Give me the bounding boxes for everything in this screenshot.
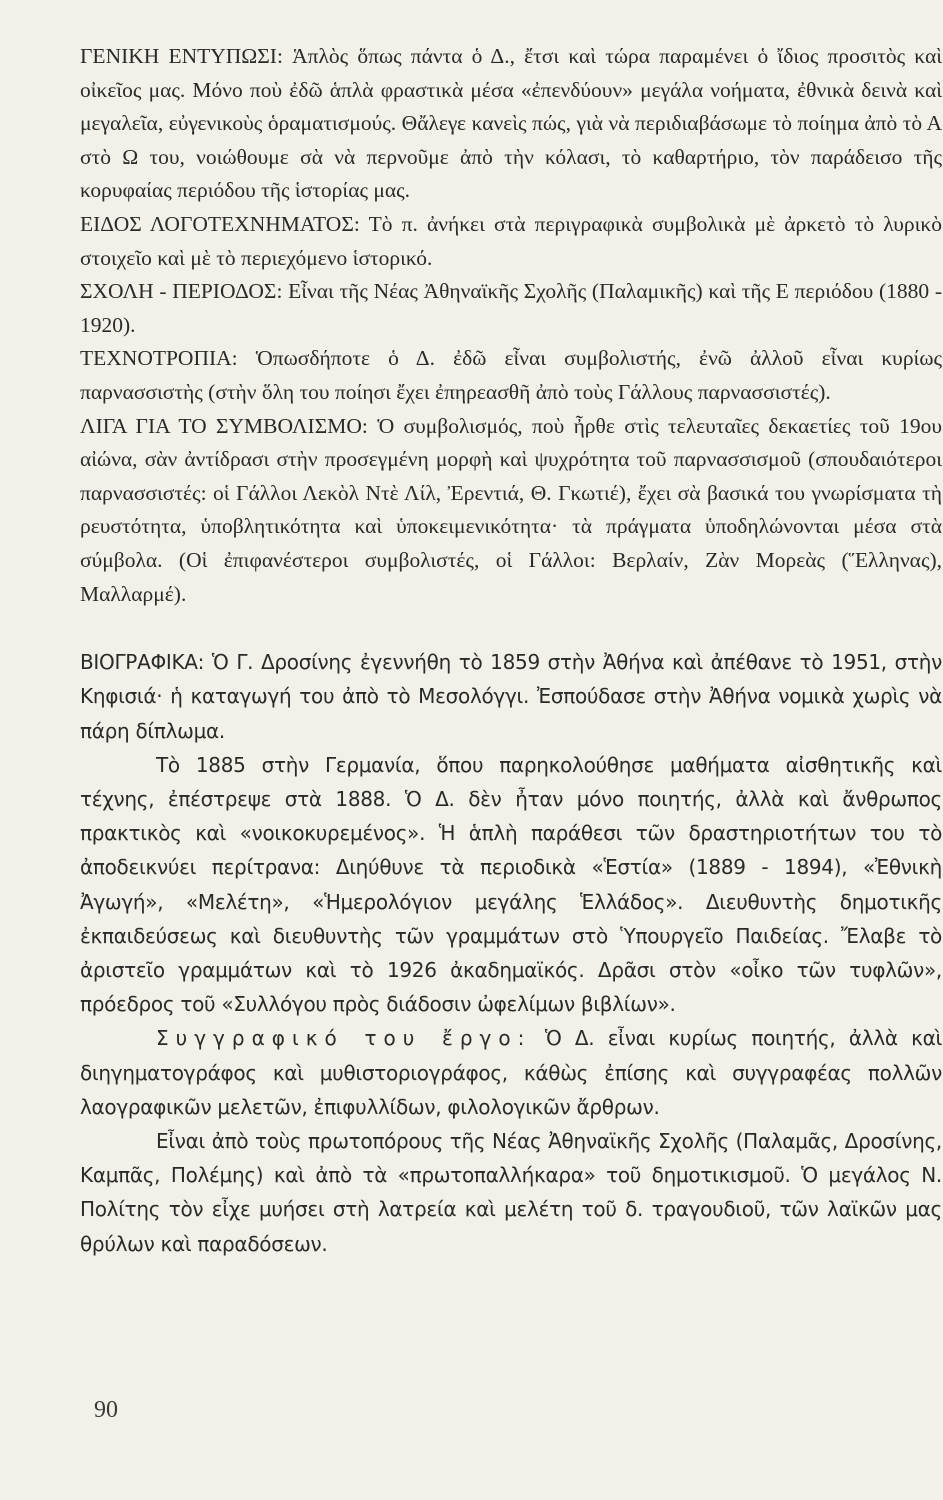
heading-symbolism: ΛΙΓΑ ΓΙΑ ΤΟ ΣΥΜΒΟΛΙΣΜΟ: — [80, 413, 368, 438]
heading-school-period: ΣΧΟΛΗ - ΠΕΡΙΟΔΟΣ: — [80, 279, 283, 304]
paragraph-technique — [80, 342, 942, 409]
heading-works: Συγγραφικό του ἔργο: — [156, 1026, 532, 1051]
analysis-section — [80, 40, 942, 611]
paragraph-biography-intro — [80, 645, 942, 748]
text-symbolism: Ὁ συμβολισμός, ποὺ ἦρθε στὶς τελευταῖες δεκαετίες τοῦ 19ου αἰώνα, σὰν ἀντίδρασι στὴν προσεγμένη μορφὴ καὶ ψυχρότητα τοῦ παρνασσισμοῦ (σπουδαιότεροι παρνασσιστές: οἱ Γάλλοι Λεκὸλ Ντὲ Λίλ, Ἐρεντιά, Θ. Γκωτιέ), ἔχει σὰ βασικά του γνωρίσματα τὴ ρευστότητα, ὑποβλητικότητα καὶ ὑποκειμενικότητα· τὰ πράγματα ὑποδηλώνονται μέσα στὰ σύμβολα. (Οἱ ἐπιφανέστεροι συμβολιστές, οἱ Γάλλοι: Βερλαίν, Ζὰν Μορεὰς (Ἕλληνας), Μαλλαρμέ). — [80, 413, 942, 606]
paragraph-general-impression — [80, 40, 942, 208]
heading-technique: ΤΕΧΝΟΤΡΟΠΙΑ: — [80, 346, 238, 371]
paragraph-works — [80, 1021, 942, 1124]
paragraph-biography-career: Τὸ 1885 στὴν Γερμανία, ὅπου παρηκολούθησε μαθήματα αἰσθητικῆς καὶ τέχνης, ἐπέστρεψε στὰ 1888. Ὁ Δ. δὲν ἦταν μόνο ποιητής, ἀλλὰ καὶ ἄνθρωπος πρακτικὸς καὶ «νοικοκυρεμένος». Ἡ ἁπλὴ παράθεσι τῶν δραστηριοτήτων του τὸ ἀποδεικνύει περίτρανα: Διηύθυνε τὰ περιοδικὰ «Ἑστία» (1889 - 1894), «Ἐθνικὴ Ἀγωγή», «Μελέτη», «Ἡμερολόγιον μεγάλης Ἑλλάδος». Διευθυντὴς δημοτικῆς ἐκπαιδεύσεως καὶ διευθυντὴς τῶν γραμμάτων στὸ Ὑπουργεῖο Παιδείας. Ἔλαβε τὸ ἀριστεῖο γραμμάτων καὶ τὸ 1926 ἀκαδημαϊκός. Δρᾶσι στὸν «οἶκο τῶν τυφλῶν», πρόεδρος τοῦ «Συλλόγου πρὸς διάδοσιν ὠφελίμων βιβλίων». — [80, 752, 942, 1017]
heading-general-impression: ΓΕΝΙΚΗ ΕΝΤΥΠΩΣΙ: — [80, 44, 283, 68]
paragraph-school-pioneer: Εἶναι ἀπὸ τοὺς πρωτοπόρους τῆς Νέας Ἀθηναϊκῆς Σχολῆς (Παλαμᾶς, Δροσίνης, Καμπᾶς, Πολέμης) καὶ ἀπὸ τὰ «πρωτοπαλλήκαρα» τοῦ δημοτικισμοῦ. Ὁ μεγάλος Ν. Πολίτης τὸν εἶχε μυήσει στὴ λατρεία καὶ μελέτη τοῦ δ. τραγουδιοῦ, τῶν λαϊκῶν μας θρύλων καὶ παραδόσεων. — [80, 1128, 942, 1256]
paragraph-symbolism — [80, 410, 942, 612]
page-number: 90 — [94, 1397, 118, 1423]
paragraph-genre — [80, 208, 942, 275]
text-technique: Ὁπωσδήποτε ὁ Δ. ἐδῶ εἶναι συμβολιστής, ἐνῶ ἀλλοῦ εἶναι κυρίως παρνασσιστὴς (στὴν ὅλη του ποίησι ἔχει ἐπηρεασθῆ ἀπὸ τοὺς Γάλλους παρνασσιστές). — [80, 346, 942, 404]
text-general-impression: Ἁπλὸς ὅπως πάντα ὁ Δ., ἔτσι καὶ τώρα παραμένει ὁ ἴδιος προσιτὸς καὶ οἰκεῖος μας. Μόνο ποὺ ἐδῶ ἁπλὰ φραστικὰ μέσα «ἐπενδύουν» μεγάλα νοήματα, ἐθνικὰ δεινὰ καὶ μεγαλεῖα, εὐγενικοὺς ὁραματισμούς. Θἄλεγε κανεὶς πώς, γιὰ νὰ περιδιαβάσωμε τὸ ποίημα ἀπὸ τὸ Α στὸ Ω του, νοιώθουμε σὰ νὰ περνοῦμε ἀπὸ τὴν κόλασι, τὸ καθαρτήριο, τὸν παράδεισο τῆς κορυφαίας περιόδου τῆς ἱστορίας μας. — [80, 44, 943, 203]
heading-genre: ΕΙΔΟΣ ΛΟΓΟΤΕΧΝΗΜΑΤΟΣ: — [80, 211, 360, 236]
biography-section — [80, 645, 942, 1261]
paragraph-school-period — [80, 275, 942, 342]
text-school-period: Εἶναι τῆς Νέας Ἀθηναϊκῆς Σχολῆς (Παλαμικῆς) καὶ τῆς Ε περιόδου (1880 - 1920). — [80, 279, 942, 337]
text-biography-intro: Ὁ Γ. Δροσίνης ἐγεννήθη τὸ 1859 στὴν Ἀθήνα καὶ ἀπέθανε τὸ 1951, στὴν Κηφισιά· ἡ καταγωγή του ἀπὸ τὸ Μεσολόγγι. Ἐσπούδασε στὴν Ἀθήνα νομικὰ χωρὶς νὰ πάρη δίπλωμα. — [80, 650, 942, 743]
text-works: Ὁ Δ. εἶναι κυρίως ποιητής, ἀλλὰ καὶ διηγηματογράφος καὶ μυθιστοριογράφος, κάθὼς ἐπίσης καὶ συγγραφέας πολλῶν λαογραφικῶν μελετῶν, ἐπιφυλλίδων, φιλολογικῶν ἄρθρων. — [80, 1026, 943, 1119]
heading-biography: ΒΙΟΓΡΑΦΙΚΑ: — [80, 650, 205, 675]
book-page — [80, 40, 942, 1480]
text-genre: Τὸ π. ἀνήκει στὰ περιγραφικὰ συμβολικὰ μὲ ἀρκετὸ τὸ λυρικὸ στοιχεῖο καὶ μὲ τὸ περιεχόμενο ἱστορικό. — [80, 211, 942, 270]
